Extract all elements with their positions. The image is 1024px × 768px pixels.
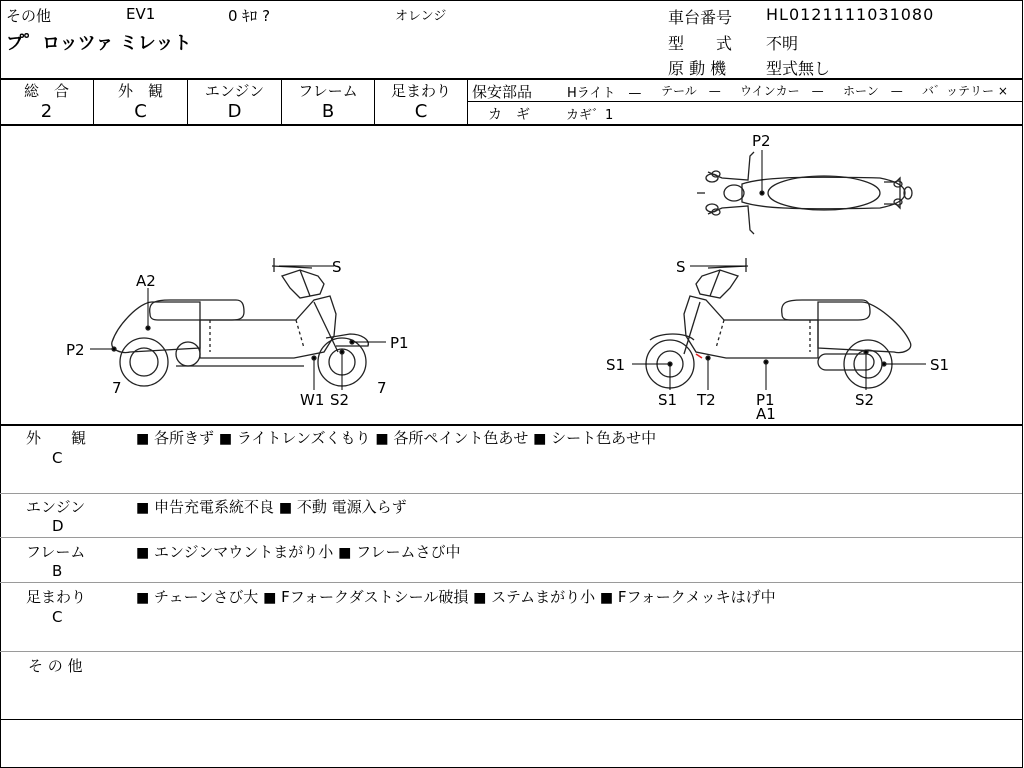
frame-grade: B bbox=[321, 101, 335, 122]
safety-item: バ゛ッテリー × bbox=[922, 84, 1008, 98]
bullet-icon: ■ bbox=[218, 431, 233, 447]
scooter-left-view bbox=[90, 258, 386, 390]
diagram-label: S1 bbox=[930, 356, 950, 374]
divider bbox=[0, 493, 1022, 494]
chassis-label: 車台番号 bbox=[668, 8, 733, 27]
exterior-section-grade: C bbox=[52, 449, 63, 467]
suspension-section-label: 足まわり bbox=[26, 588, 87, 606]
exterior-section-label: 外 観 bbox=[26, 429, 87, 447]
bullet-icon: ■ bbox=[473, 590, 487, 606]
divider bbox=[467, 101, 1022, 102]
diagram-label: 7 bbox=[112, 379, 122, 397]
bullet-icon: ■ bbox=[263, 590, 277, 606]
bullet-icon: ■ bbox=[533, 431, 547, 447]
safety-item: ウインカー — bbox=[740, 84, 824, 98]
note: ライトレンズくもり bbox=[236, 429, 371, 447]
type-label: 型 式 bbox=[668, 34, 733, 53]
mileage: 0 ｷﾛ ? bbox=[228, 7, 271, 25]
note: 申告充電系統不良 bbox=[154, 498, 275, 516]
diagram-label: A1 bbox=[756, 405, 776, 423]
model-name: プ゜ロッツァ ミレット bbox=[6, 33, 192, 54]
diagram-label: S1 bbox=[658, 391, 678, 409]
note: チェーンさび大 bbox=[154, 588, 259, 606]
diagram-label: P1 bbox=[390, 334, 409, 352]
exterior-grade: C bbox=[134, 101, 147, 122]
diagram-label: 7 bbox=[377, 379, 387, 397]
total-grade: 2 bbox=[40, 101, 53, 122]
note: 各所きず bbox=[154, 429, 215, 447]
diagram-label: P1 bbox=[756, 391, 775, 409]
engine-grade-label: エンジン bbox=[204, 82, 265, 100]
key-label: カ ギ bbox=[488, 107, 530, 123]
safety-item: テール — bbox=[661, 84, 721, 98]
diagram-label: T2 bbox=[697, 391, 716, 409]
bullet-icon: ■ bbox=[136, 545, 150, 561]
diagram-label: W1 bbox=[300, 391, 325, 409]
note: フレームさび中 bbox=[356, 543, 461, 561]
other-section-label: そ の 他 bbox=[28, 657, 83, 675]
engine-section-label: エンジン bbox=[26, 498, 86, 516]
suspension-notes bbox=[136, 586, 776, 607]
chassis-number: HL0121111031080 bbox=[766, 5, 935, 24]
diagram-label: P2 bbox=[752, 132, 771, 150]
safety-item: ホーン — bbox=[843, 84, 903, 98]
diagram-label: S1 bbox=[606, 356, 626, 374]
note: Fフォークダストシール破損 bbox=[281, 588, 469, 606]
divider bbox=[467, 79, 468, 125]
frame-label: フレーム bbox=[298, 82, 358, 100]
safety-title: 保安部品 bbox=[472, 83, 533, 101]
divider bbox=[0, 719, 1022, 720]
engine-grade: D bbox=[227, 101, 242, 122]
bullet-icon: ■ bbox=[136, 590, 150, 606]
divider bbox=[0, 424, 1022, 426]
engine-type-value: 型式無し bbox=[766, 59, 831, 78]
exterior-label: 外 観 bbox=[117, 82, 163, 100]
type-value: 不明 bbox=[766, 34, 799, 53]
scooter-top-view bbox=[697, 150, 912, 234]
diagram-label: S2 bbox=[330, 391, 350, 409]
color-value: オレンジ bbox=[395, 9, 447, 24]
diagram-label: A2 bbox=[136, 272, 156, 290]
bullet-icon: ■ bbox=[136, 500, 150, 516]
category: その他 bbox=[6, 7, 52, 25]
safety-item: Hライト — bbox=[567, 86, 642, 101]
note: シート色あせ中 bbox=[551, 429, 657, 447]
scooter-right-view bbox=[632, 258, 926, 390]
total-label: 総 合 bbox=[23, 82, 69, 100]
bullet-icon: ■ bbox=[278, 500, 293, 516]
diagram-label: S2 bbox=[855, 391, 875, 409]
bullet-icon: ■ bbox=[338, 545, 352, 561]
engine-notes bbox=[136, 496, 407, 517]
suspension-grade: C bbox=[414, 101, 428, 122]
diagram-label: P2 bbox=[66, 341, 85, 359]
key-value: カギ゛1 bbox=[566, 108, 614, 123]
divider bbox=[0, 582, 1022, 583]
divider bbox=[0, 537, 1022, 538]
diagram-label: S bbox=[332, 258, 342, 276]
divider bbox=[0, 651, 1022, 652]
bullet-icon: ■ bbox=[136, 431, 150, 447]
note: 不動 電源入らず bbox=[296, 498, 407, 516]
exterior-notes bbox=[136, 427, 656, 448]
bullet-icon: ■ bbox=[599, 590, 614, 606]
suspension-label: 足まわり bbox=[390, 82, 451, 100]
suspension-section-grade: C bbox=[52, 608, 63, 626]
engine-label: 原 動 機 bbox=[668, 59, 727, 78]
engine-section-grade: D bbox=[52, 517, 64, 535]
note: 各所ペイント色あせ bbox=[393, 429, 529, 447]
frame-notes bbox=[136, 541, 460, 562]
note: ステムまがり小 bbox=[491, 588, 596, 606]
frame-section-label: フレーム bbox=[26, 543, 86, 561]
frame-section-grade: B bbox=[52, 562, 63, 580]
diagram-label: S bbox=[676, 258, 686, 276]
note: Fフォークメッキはげ中 bbox=[617, 588, 776, 606]
bullet-icon: ■ bbox=[375, 431, 389, 447]
damage-diagram bbox=[0, 126, 1022, 424]
model-code: EV1 bbox=[126, 5, 156, 23]
note: エンジンマウントまがり小 bbox=[154, 543, 334, 561]
